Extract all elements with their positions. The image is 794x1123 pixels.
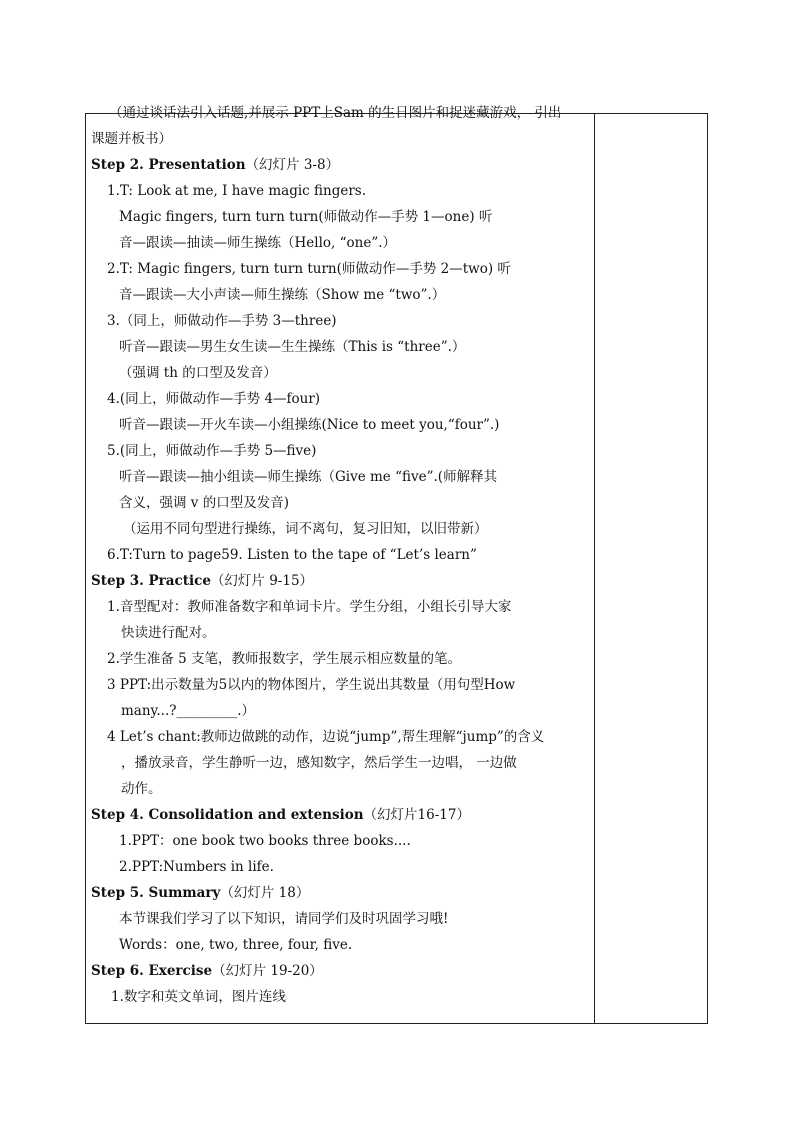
step-5-slides: （幻灯片 18）: [220, 885, 310, 901]
step-6-heading: [91, 962, 323, 980]
step-2-item-3-cont-2: （强调 th 的口型及发音）: [119, 365, 277, 381]
step-2-item-5-cont-1: 听音—跟读—抽小组读—师生操练（Give me “five”.(师解释其: [119, 469, 498, 485]
step-5-words: Words：one, two, three, four, five.: [119, 937, 353, 953]
step-2-note: （运用不同句型进行操练，词不离句，复习旧知，以旧带新）: [123, 521, 488, 537]
step-2-item-6: 6.T:Turn to page59. Listen to the tape of “Let’s learn”: [107, 547, 477, 563]
step-4-slides: （幻灯片16-17）: [363, 807, 470, 823]
step-2-heading: [91, 156, 339, 174]
step-5-title: Step 5. Summary: [91, 885, 221, 901]
step-3-item-3: 3 PPT:出示数量为5以内的物体图片，学生说出其数量（用句型How: [107, 677, 516, 693]
step-4-item-2: 2.PPT:Numbers in life.: [119, 859, 274, 875]
step-4-title: Step 4. Consolidation and extension: [91, 807, 364, 823]
step-2-item-2: 2.T: Magic fingers, turn turn turn(师做动作—手势 2—two) 听: [107, 261, 511, 277]
step-3-slides: （幻灯片 9-15）: [210, 573, 314, 589]
step-3-item-1: 1.音型配对：教师准备数字和单词卡片。学生分组，小组长引导大家: [107, 599, 512, 615]
step-5-summary: 本节课我们学习了以下知识，请同学们及时巩固学习哦!: [119, 911, 449, 927]
step-3-heading: [91, 572, 313, 590]
step-6-slides: （幻灯片 19-20）: [212, 963, 323, 979]
step-2-item-1-cont-1: Magic fingers, turn turn turn(师做动作—手势 1—one) 听: [119, 209, 493, 225]
step-2-item-2-cont: 音—跟读—大小声读—师生操练（Show me “two”.）: [119, 287, 446, 303]
intro-line-1: （通过谈话法引入话题,并展示 PPT上Sam 的生日图片和捉迷藏游戏， 引出: [109, 105, 562, 121]
step-2-slides: （幻灯片 3-8）: [245, 157, 340, 173]
step-2-item-5-cont-2: 含义，强调 v 的口型及发音): [119, 495, 289, 511]
step-3-item-3-cont: many...?_________.）: [121, 703, 256, 719]
step-2-item-4: 4.(同上，师做动作—手势 4—four): [107, 391, 321, 407]
step-5-heading: [91, 884, 309, 902]
step-3-item-2: 2.学生准备 5 支笔，教师报数字，学生展示相应数量的笔。: [107, 651, 462, 667]
step-3-title: Step 3. Practice: [91, 573, 211, 589]
step-2-item-5: 5.(同上，师做动作—手势 5—five): [107, 443, 317, 459]
step-4-item-1: 1.PPT：one book two books three books....: [119, 833, 411, 849]
table-column-divider: [594, 113, 595, 1024]
step-6-title: Step 6. Exercise: [91, 963, 213, 979]
step-3-item-1-cont: 快读进行配对。: [121, 625, 216, 641]
step-4-heading: [91, 806, 470, 824]
step-2-item-3-cont-1: 听音—跟读—男生女生读—生生操练（This is “three”.）: [119, 339, 466, 355]
step-3-item-4: 4 Let’s chant:教师边做跳的动作，边说“jump”,帮生理解“jump”的含义: [107, 729, 545, 745]
intro-line-2: 课题并板书）: [91, 131, 172, 147]
step-3-item-4-cont-1: ，播放录音，学生静听一边，感知数字，然后学生一边唱， 一边做: [121, 755, 517, 771]
step-6-item-1: 1.数字和英文单词，图片连线: [111, 989, 286, 1005]
step-2-item-4-cont: 听音—跟读—开火车读—小组操练(Nice to meet you,“four”.): [119, 417, 500, 433]
step-2-item-3: 3.（同上，师做动作—手势 3—three): [107, 313, 337, 329]
step-3-item-4-cont-2: 动作。: [121, 781, 162, 797]
step-2-item-1-cont-2: 音—跟读—抽读—师生操练（Hello, “one”.）: [119, 235, 397, 251]
step-2-item-1: 1.T: Look at me, I have magic fingers.: [107, 183, 367, 199]
step-2-title: Step 2. Presentation: [91, 157, 246, 173]
